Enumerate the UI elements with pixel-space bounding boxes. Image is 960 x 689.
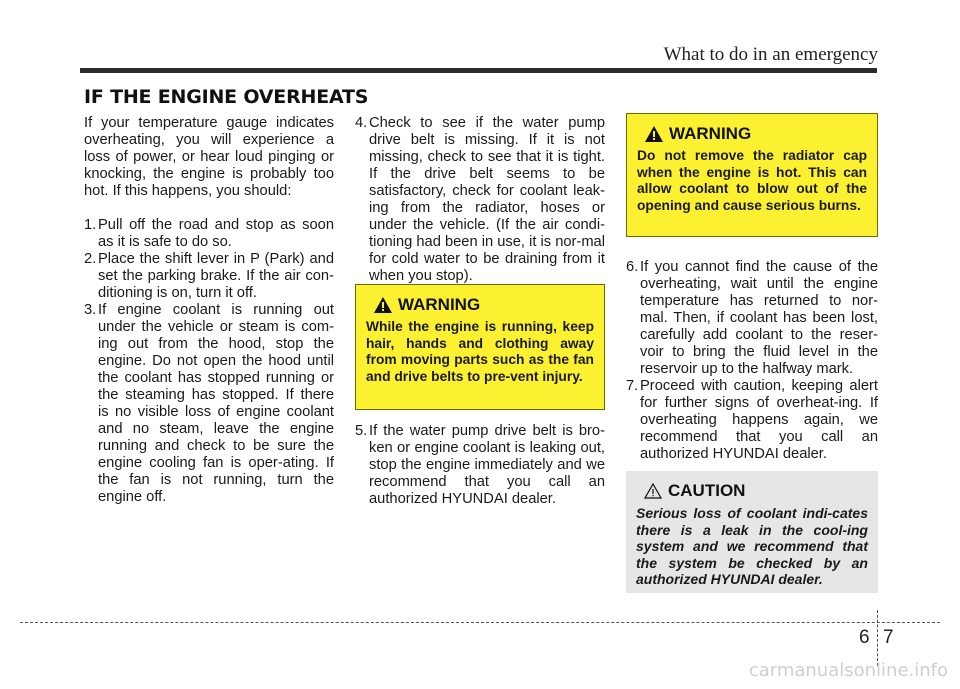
list-item bbox=[84, 302, 334, 506]
step-number: 6. bbox=[626, 259, 639, 275]
step-number: 3. bbox=[84, 302, 97, 318]
intro-paragraph: If your temperature gauge indicates overheating, you will experience a loss of power, or hear loud pinging or knocking, the engine is probably too hot. If this happens, you should: bbox=[84, 115, 334, 199]
step-text: Place the shift lever in P (Park) and set the parking brake. If the air con-ditioning is on, turn it off. bbox=[98, 251, 334, 301]
spacer bbox=[84, 200, 334, 217]
warning-triangle-icon bbox=[645, 126, 663, 142]
list-item bbox=[84, 217, 334, 251]
list-item bbox=[626, 259, 878, 378]
caution-text: Serious loss of coolant indi-cates there is a leak in the cool-ing system and we recommend that the system be checked by an authorized HYUNDAI dealer. bbox=[636, 505, 868, 587]
list-item bbox=[355, 115, 605, 285]
step-number: 2. bbox=[84, 251, 97, 267]
column-2 bbox=[355, 115, 605, 285]
step-text: Pull off the road and stop as soon as it is safe to do so. bbox=[98, 217, 334, 250]
page-number-divider bbox=[877, 610, 878, 666]
list-item bbox=[355, 423, 605, 508]
caution-box bbox=[626, 471, 878, 593]
warning-triangle-icon bbox=[374, 297, 392, 313]
caution-triangle-icon bbox=[644, 483, 662, 499]
step-text: Proceed with caution, keeping alert for further signs of overheat-ing. If overheating happens again, we recommend that you call an authorized HYUNDAI dealer. bbox=[640, 378, 878, 462]
footer-rule bbox=[20, 622, 940, 623]
column-2-lower bbox=[355, 423, 605, 508]
running-header: What to do in an emergency bbox=[663, 44, 878, 65]
list-item bbox=[626, 378, 878, 463]
warning-box-moving-parts bbox=[355, 284, 605, 410]
caution-heading bbox=[636, 481, 868, 501]
chapter-number: 6 bbox=[859, 627, 870, 648]
step-number: 1. bbox=[84, 217, 97, 233]
step-number: 5. bbox=[355, 423, 368, 439]
warning-label: WARNING bbox=[398, 295, 481, 314]
watermark: carmanualsonline.info bbox=[748, 660, 948, 681]
step-text: If you cannot find the cause of the overheating, wait until the engine temperature has returned to nor-mal. Then, if coolant has been lost, carefully add coolant to the reser-voir to bring the fluid level in the reservoir up to the halfway mark. bbox=[640, 259, 878, 377]
warning-heading bbox=[366, 295, 594, 315]
header-rule bbox=[80, 68, 877, 73]
step-number: 7. bbox=[626, 378, 639, 394]
step-text: If engine coolant is running out under the vehicle or steam is com-ing out from the hood, stop the engine. Do not open the hood until the coolant has stopped running or the steaming has stopped. If there is no visible loss of engine coolant and no steam, leave the engine running and check to be sure the engine cooling fan is oper-ating. If the fan is not running, turn the engine off. bbox=[98, 302, 334, 505]
warning-text: Do not remove the radiator cap when the engine is hot. This can allow coolant to blow out of the opening and cause serious burns. bbox=[637, 148, 867, 213]
page-number: 7 bbox=[883, 627, 894, 648]
column-3 bbox=[626, 259, 878, 463]
warning-text: While the engine is running, keep hair, hands and clothing away from moving parts such as the fan and drive belts to pre-vent injury. bbox=[366, 319, 594, 384]
caution-label: CAUTION bbox=[668, 481, 746, 500]
warning-heading bbox=[637, 124, 867, 144]
column-1 bbox=[84, 115, 334, 506]
step-text: Check to see if the water pump drive belt is missing. If it is not missing, check to see that it is tight. If the drive belt seems to be satisfactory, check for coolant leak-ing from the radiator, hoses or under the vehicle. (If the air condi-tioning had been in use, it is nor-mal for cold water to be draining from it when you stop). bbox=[369, 115, 605, 284]
section-title: IF THE ENGINE OVERHEATS bbox=[84, 86, 369, 108]
warning-label: WARNING bbox=[669, 124, 752, 143]
step-text: If the water pump drive belt is bro-ken or engine coolant is leaking out, stop the engine immediately and we recommend that you call an authorized HYUNDAI dealer. bbox=[369, 423, 605, 507]
list-item bbox=[84, 251, 334, 302]
warning-box-radiator bbox=[626, 113, 878, 237]
step-number: 4. bbox=[355, 115, 368, 131]
